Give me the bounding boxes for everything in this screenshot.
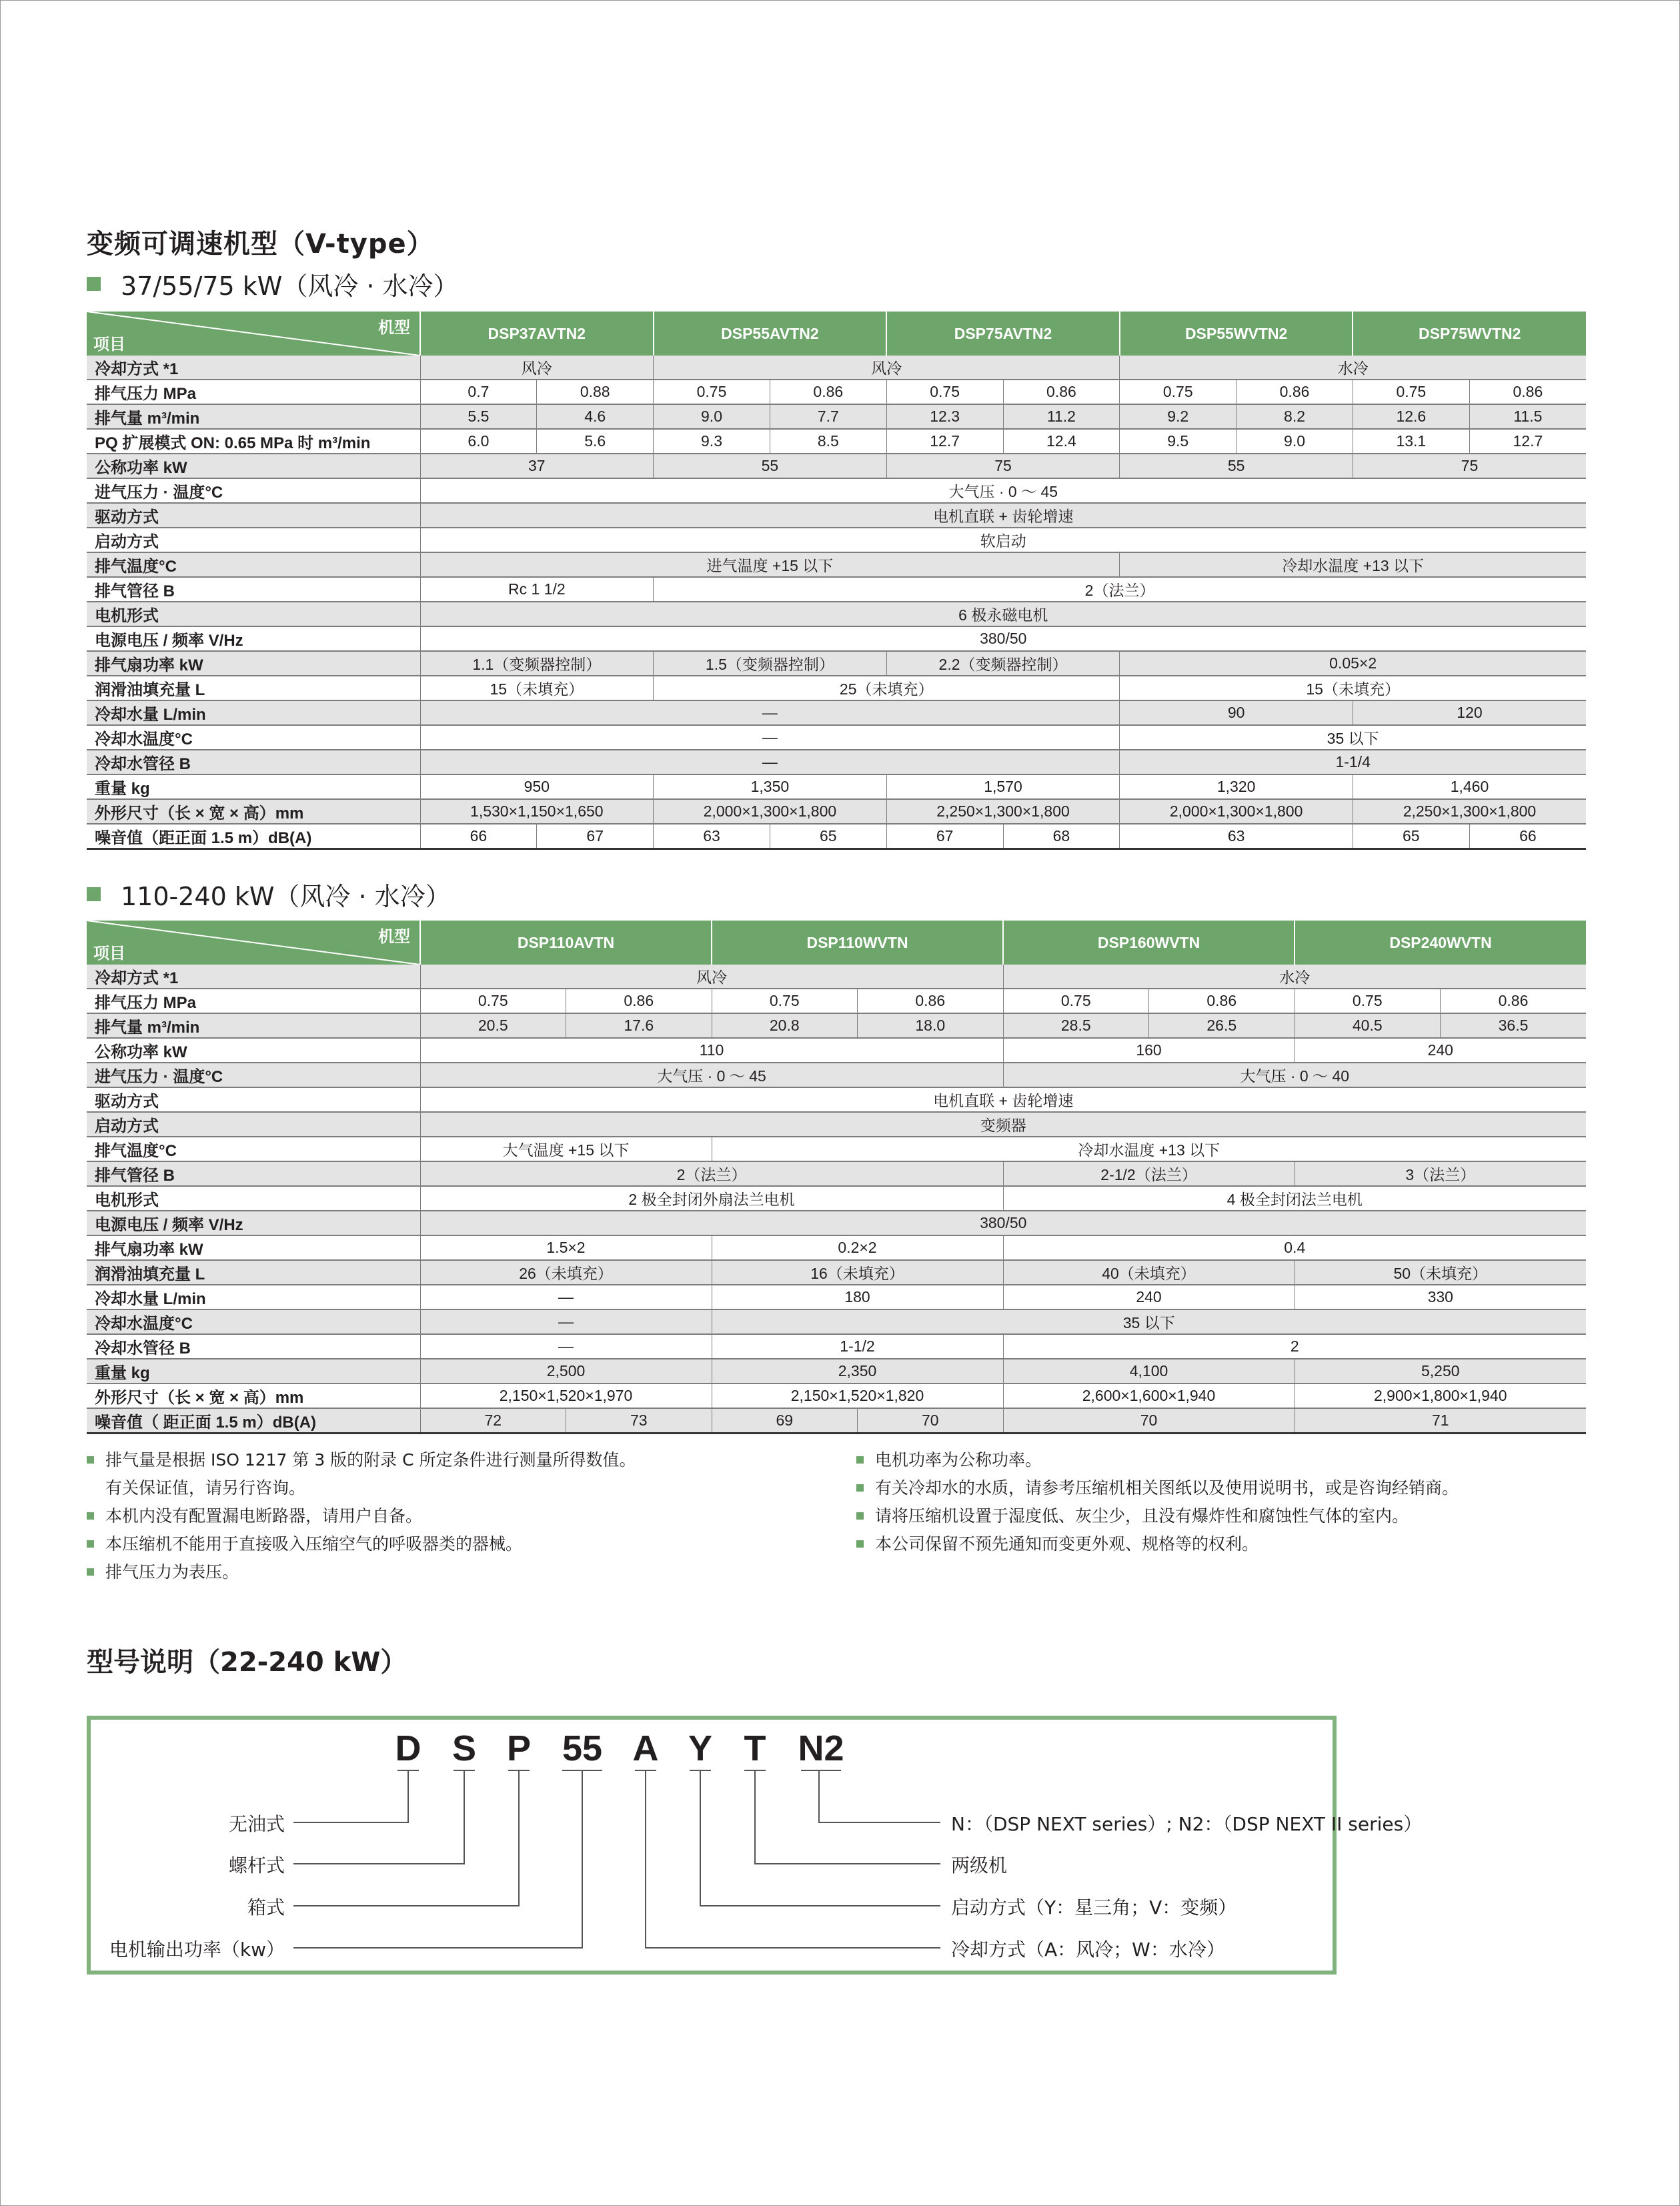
corner-model-label: 机型 <box>378 928 410 946</box>
model-header-cell: DSP55AVTN2 <box>654 312 887 356</box>
table-cell: 1,320 <box>1120 774 1353 799</box>
table-cell: 0.86 <box>1236 380 1353 404</box>
model-code-letter: Y <box>688 1728 713 1768</box>
row-label: 重量 kg <box>87 1359 420 1384</box>
table-cell: 6.0 <box>420 429 537 454</box>
table-cell: 2,250×1,300×1,800 <box>886 799 1120 824</box>
table-cell: 20.8 <box>712 1013 858 1038</box>
table-cell: 1,570 <box>886 774 1120 799</box>
note-text: 有关保证值，请另行咨询。 <box>105 1478 306 1498</box>
table-cell: 28.5 <box>1003 1013 1149 1038</box>
row-label: 公称功率 kW <box>87 1038 420 1063</box>
table-cell: 5,250 <box>1295 1359 1586 1384</box>
page-title: 变频可调速机型（V-type） <box>87 229 434 259</box>
table-cell: 7.7 <box>770 404 886 429</box>
table-cell: 风冷 <box>420 965 1003 989</box>
table-cell: 0.75 <box>1353 380 1469 404</box>
table-cell: 12.7 <box>886 429 1003 454</box>
table-cell: 0.75 <box>712 989 858 1013</box>
table-cell: 1-1/4 <box>1120 750 1586 774</box>
model-label-motor-power: 电机输出功率（kw） <box>109 1939 285 1961</box>
table-cell: 70 <box>858 1408 1004 1434</box>
model-label-cooling: 冷却方式（A：风冷；W：水冷） <box>951 1939 1225 1961</box>
note-text: 本压缩机不能用于直接吸入压缩空气的呼吸器类的器械。 <box>105 1534 523 1554</box>
model-header-cell: DSP37AVTN2 <box>420 312 654 356</box>
model-code-letter: T <box>744 1728 766 1768</box>
table-cell: 13.1 <box>1353 429 1469 454</box>
table-cell: 72 <box>420 1408 566 1434</box>
table-cell: 12.7 <box>1469 429 1586 454</box>
table-cell: 0.75 <box>420 989 566 1013</box>
table-cell: 2-1/2（法兰） <box>1003 1161 1295 1186</box>
model-code-letter: N2 <box>798 1728 844 1768</box>
table-cell: 9.0 <box>654 404 770 429</box>
table-cell: 70 <box>1003 1408 1295 1434</box>
section-heading-text: 37/55/75 kW（风冷 · 水冷） <box>121 271 459 301</box>
table-cell: 73 <box>566 1408 712 1434</box>
row-label: 润滑油填充量 L <box>87 1260 420 1285</box>
table-cell: 37 <box>420 454 654 478</box>
row-label: 外形尺寸（长 × 宽 × 高）mm <box>87 799 420 824</box>
table-cell: 11.2 <box>1003 404 1120 429</box>
table-cell: 2,000×1,300×1,800 <box>1120 799 1353 824</box>
table-cell: 1,530×1,150×1,650 <box>420 799 654 824</box>
model-code-letter: A <box>632 1728 659 1768</box>
note-text: 排气压力为表压。 <box>105 1562 239 1582</box>
row-label: 排气压力 MPa <box>87 989 420 1013</box>
row-label: 电机形式 <box>87 1186 420 1211</box>
table-cell: 2 <box>1003 1334 1586 1359</box>
table-cell: 0.75 <box>654 380 770 404</box>
model-header-cell: DSP110WVTN <box>712 921 1003 965</box>
table-cell: 电机直联 + 齿轮增速 <box>420 1087 1586 1112</box>
table-cell: 65 <box>770 824 886 849</box>
table-cell: 66 <box>420 824 537 849</box>
row-label: 启动方式 <box>87 1112 420 1137</box>
model-label-start-mode: 启动方式（Y：星三角；V：变频） <box>951 1896 1237 1918</box>
table-cell: 水冷 <box>1003 965 1586 989</box>
table-cell: 2（法兰） <box>420 1161 1003 1186</box>
table-cell: — <box>420 1334 712 1359</box>
table-cell: 2,150×1,520×1,820 <box>712 1384 1003 1408</box>
table-cell: 1.5×2 <box>420 1235 712 1260</box>
row-label: 冷却方式 *1 <box>87 356 420 380</box>
table-cell: 63 <box>1120 824 1353 849</box>
table-cell: 65 <box>1353 824 1469 849</box>
model-header-cell: DSP110AVTN <box>420 921 712 965</box>
row-label: 启动方式 <box>87 528 420 552</box>
table-cell: — <box>420 1309 712 1334</box>
table-cell: 35 以下 <box>712 1309 1586 1334</box>
table-cell: 0.86 <box>1003 380 1120 404</box>
corner-item-label: 项目 <box>93 945 125 963</box>
section-heading-text: 110-240 kW（风冷 · 水冷） <box>121 882 451 911</box>
table-cell: 240 <box>1003 1285 1295 1309</box>
table-cell: 25（未填充） <box>654 676 1120 700</box>
table-cell: 26.5 <box>1149 1013 1295 1038</box>
model-code-letter: P <box>506 1728 532 1768</box>
table-cell: 4.6 <box>537 404 654 429</box>
table-cell: 12.6 <box>1353 404 1469 429</box>
table-cell: 软启动 <box>420 528 1586 552</box>
table-cell: 大气压 · 0 ～ 40 <box>1003 1063 1586 1087</box>
table-cell: 2,350 <box>712 1359 1003 1384</box>
table-cell: 0.86 <box>1469 380 1586 404</box>
table-cell: 5.6 <box>537 429 654 454</box>
row-label: 驱动方式 <box>87 503 420 528</box>
table-cell: 68 <box>1003 824 1120 849</box>
row-label: PQ 扩展模式 ON: 0.65 MPa 时 m³/min <box>87 429 420 454</box>
model-header-cell: DSP160WVTN <box>1003 921 1295 965</box>
row-label: 冷却方式 *1 <box>87 965 420 989</box>
table-cell: 0.2×2 <box>712 1235 1003 1260</box>
table-cell: 950 <box>420 774 654 799</box>
table-cell: 0.75 <box>1295 989 1441 1013</box>
table-cell: 17.6 <box>566 1013 712 1038</box>
row-label: 进气压力 · 温度°C <box>87 1063 420 1087</box>
table-cell: 75 <box>1353 454 1586 478</box>
table-cell: 180 <box>712 1285 1003 1309</box>
table-cell: — <box>420 1285 712 1309</box>
note-text: 电机功率为公称功率。 <box>875 1450 1042 1470</box>
table-cell: 2,500 <box>420 1359 712 1384</box>
note-text: 本机内没有配置漏电断路器，请用户自备。 <box>105 1506 423 1526</box>
table-cell: 67 <box>537 824 654 849</box>
table-cell: — <box>420 725 1120 750</box>
table-cell: 大气温度 +15 以下 <box>420 1137 712 1161</box>
model-label-package: 箱式 <box>247 1896 285 1918</box>
note-text: 本公司保留不预先通知而变更外观、规格等的权利。 <box>875 1534 1259 1554</box>
table-cell: 0.05×2 <box>1120 651 1586 676</box>
table-cell: 变频器 <box>420 1112 1586 1137</box>
row-label: 排气量 m³/min <box>87 404 420 429</box>
table-cell: 0.7 <box>420 380 537 404</box>
row-label: 排气温度°C <box>87 552 420 577</box>
table-cell: 大气压 · 0 ～ 45 <box>420 1063 1003 1087</box>
table-cell: 9.3 <box>654 429 770 454</box>
model-header-cell: DSP55WVTN2 <box>1120 312 1353 356</box>
table-cell: 冷却水温度 +13 以下 <box>1120 552 1586 577</box>
table-cell: 0.86 <box>1441 989 1587 1013</box>
table-cell: 90 <box>1120 700 1353 725</box>
table-cell: 11.5 <box>1469 404 1586 429</box>
model-label-two-stage: 两级机 <box>951 1854 1008 1876</box>
note-text: 有关冷却水的水质，请参考压缩机相关图纸以及使用说明书，或是咨询经销商。 <box>875 1478 1459 1498</box>
note-text: 请将压缩机设置于湿度低、灰尘少，且没有爆炸性和腐蚀性气体的室内。 <box>875 1506 1409 1526</box>
table-cell: 110 <box>420 1038 1003 1063</box>
table-cell: 风冷 <box>420 356 654 380</box>
table-cell: 1-1/2 <box>712 1334 1003 1359</box>
table-cell: 5.5 <box>420 404 537 429</box>
table-cell: 大气压 · 0 ～ 45 <box>420 478 1586 503</box>
model-code-letter: D <box>395 1728 422 1768</box>
model-header-cell: DSP75WVTN2 <box>1353 312 1586 356</box>
table-cell: 15（未填充） <box>420 676 654 700</box>
table-cell: 26（未填充） <box>420 1260 712 1285</box>
table-cell: 66 <box>1469 824 1586 849</box>
corner-item-label: 项目 <box>93 336 125 354</box>
corner-model-label: 机型 <box>378 319 410 337</box>
table-cell: 风冷 <box>654 356 1120 380</box>
table-cell: 8.2 <box>1236 404 1353 429</box>
row-label: 冷却水温度°C <box>87 1309 420 1334</box>
table-cell: 9.5 <box>1120 429 1236 454</box>
table-cell: 9.0 <box>1236 429 1353 454</box>
table-cell: 2.2（变频器控制） <box>886 651 1120 676</box>
table-cell: 6 极永磁电机 <box>420 602 1586 626</box>
model-header-cell: DSP240WVTN <box>1295 921 1586 965</box>
table-cell: 69 <box>712 1408 858 1434</box>
table-cell: 40.5 <box>1295 1013 1441 1038</box>
table-cell: 380/50 <box>420 626 1586 651</box>
table-cell: 0.86 <box>770 380 886 404</box>
row-label: 排气管径 B <box>87 577 420 602</box>
table-cell: 2,000×1,300×1,800 <box>654 799 887 824</box>
row-label: 噪音值（距正面 1.5 m）dB(A) <box>87 824 420 849</box>
table-cell: 380/50 <box>420 1211 1586 1235</box>
table-cell: 12.4 <box>1003 429 1120 454</box>
table-cell: 0.75 <box>1120 380 1236 404</box>
table-cell: 12.3 <box>886 404 1003 429</box>
table-cell: 36.5 <box>1441 1013 1587 1038</box>
table-cell: 0.88 <box>537 380 654 404</box>
table-cell: 水冷 <box>1120 356 1586 380</box>
table-cell: 0.4 <box>1003 1235 1586 1260</box>
row-label: 重量 kg <box>87 774 420 799</box>
table-cell: 1.1（变频器控制） <box>420 651 654 676</box>
row-label: 公称功率 kW <box>87 454 420 478</box>
table-cell: — <box>420 700 1120 725</box>
row-label: 排气管径 B <box>87 1161 420 1186</box>
row-label: 排气扇功率 kW <box>87 1235 420 1260</box>
table-cell: 3（法兰） <box>1295 1161 1586 1186</box>
row-label: 冷却水量 L/min <box>87 700 420 725</box>
row-label: 冷却水管径 B <box>87 1334 420 1359</box>
table-cell: 35 以下 <box>1120 725 1586 750</box>
table-cell: 15（未填充） <box>1120 676 1586 700</box>
table-cell: 0.75 <box>1003 989 1149 1013</box>
table-cell: 1,460 <box>1353 774 1586 799</box>
model-header-cell: DSP75AVTN2 <box>886 312 1120 356</box>
table-cell: 4,100 <box>1003 1359 1295 1384</box>
row-label: 电机形式 <box>87 602 420 626</box>
table-cell: Rc 1 1/2 <box>420 577 654 602</box>
table-cell: 1.5（变频器控制） <box>654 651 887 676</box>
table-cell: 冷却水温度 +13 以下 <box>712 1137 1586 1161</box>
model-label-oil-free: 无油式 <box>228 1813 285 1835</box>
table-cell: 330 <box>1295 1285 1586 1309</box>
table-cell: 55 <box>1120 454 1353 478</box>
table-cell: 16（未填充） <box>712 1260 1003 1285</box>
row-label: 排气扇功率 kW <box>87 651 420 676</box>
model-label-series: N：（DSP NEXT series）; N2：（DSP NEXT II series） <box>951 1813 1423 1835</box>
model-code-letter: 55 <box>562 1728 603 1768</box>
table-cell: 67 <box>886 824 1003 849</box>
model-explanation-title: 型号说明（22-240 kW） <box>87 1647 407 1678</box>
table-cell: 4 极全封闭法兰电机 <box>1003 1186 1586 1211</box>
table-cell: 2,900×1,800×1,940 <box>1295 1384 1586 1408</box>
table-cell: 0.86 <box>566 989 712 1013</box>
table-cell: 75 <box>886 454 1120 478</box>
table-cell: 进气温度 +15 以下 <box>420 552 1120 577</box>
row-label: 冷却水量 L/min <box>87 1285 420 1309</box>
table-cell: 0.86 <box>1149 989 1295 1013</box>
row-label: 驱动方式 <box>87 1087 420 1112</box>
table-cell: 电机直联 + 齿轮增速 <box>420 503 1586 528</box>
table-cell: 120 <box>1353 700 1586 725</box>
row-label: 冷却水温度°C <box>87 725 420 750</box>
table-cell: 2,150×1,520×1,970 <box>420 1384 712 1408</box>
table-cell: 9.2 <box>1120 404 1236 429</box>
table-cell: 160 <box>1003 1038 1295 1063</box>
row-label: 噪音值（ 距正面 1.5 m）dB(A) <box>87 1408 420 1434</box>
table-cell: 0.86 <box>858 989 1004 1013</box>
table-cell: 40（未填充） <box>1003 1260 1295 1285</box>
row-label: 电源电压 / 频率 V/Hz <box>87 626 420 651</box>
row-label: 电源电压 / 频率 V/Hz <box>87 1211 420 1235</box>
model-label-screw: 螺杆式 <box>228 1854 285 1876</box>
table-cell: 20.5 <box>420 1013 566 1038</box>
note-text: 排气量是根据 ISO 1217 第 3 版的附录 C 所定条件进行测量所得数值。 <box>105 1450 636 1470</box>
table-cell: 2 极全封闭外扇法兰电机 <box>420 1186 1003 1211</box>
table-cell: 0.75 <box>886 380 1003 404</box>
row-label: 外形尺寸（长 × 宽 × 高）mm <box>87 1384 420 1408</box>
row-label: 进气压力 · 温度°C <box>87 478 420 503</box>
table-cell: 2,250×1,300×1,800 <box>1353 799 1586 824</box>
model-code-letter: S <box>452 1728 477 1768</box>
table-cell: — <box>420 750 1120 774</box>
table-cell: 63 <box>654 824 770 849</box>
row-label: 排气温度°C <box>87 1137 420 1161</box>
table-cell: 240 <box>1295 1038 1586 1063</box>
table-cell: 2,600×1,600×1,940 <box>1003 1384 1295 1408</box>
table-cell: 55 <box>654 454 887 478</box>
table-cell: 2（法兰） <box>654 577 1586 602</box>
table-cell: 1,350 <box>654 774 887 799</box>
table-cell: 18.0 <box>858 1013 1004 1038</box>
row-label: 润滑油填充量 L <box>87 676 420 700</box>
table-cell: 50（未填充） <box>1295 1260 1586 1285</box>
table-cell: 71 <box>1295 1408 1586 1434</box>
row-label: 冷却水管径 B <box>87 750 420 774</box>
row-label: 排气量 m³/min <box>87 1013 420 1038</box>
row-label: 排气压力 MPa <box>87 380 420 404</box>
table-cell: 8.5 <box>770 429 886 454</box>
